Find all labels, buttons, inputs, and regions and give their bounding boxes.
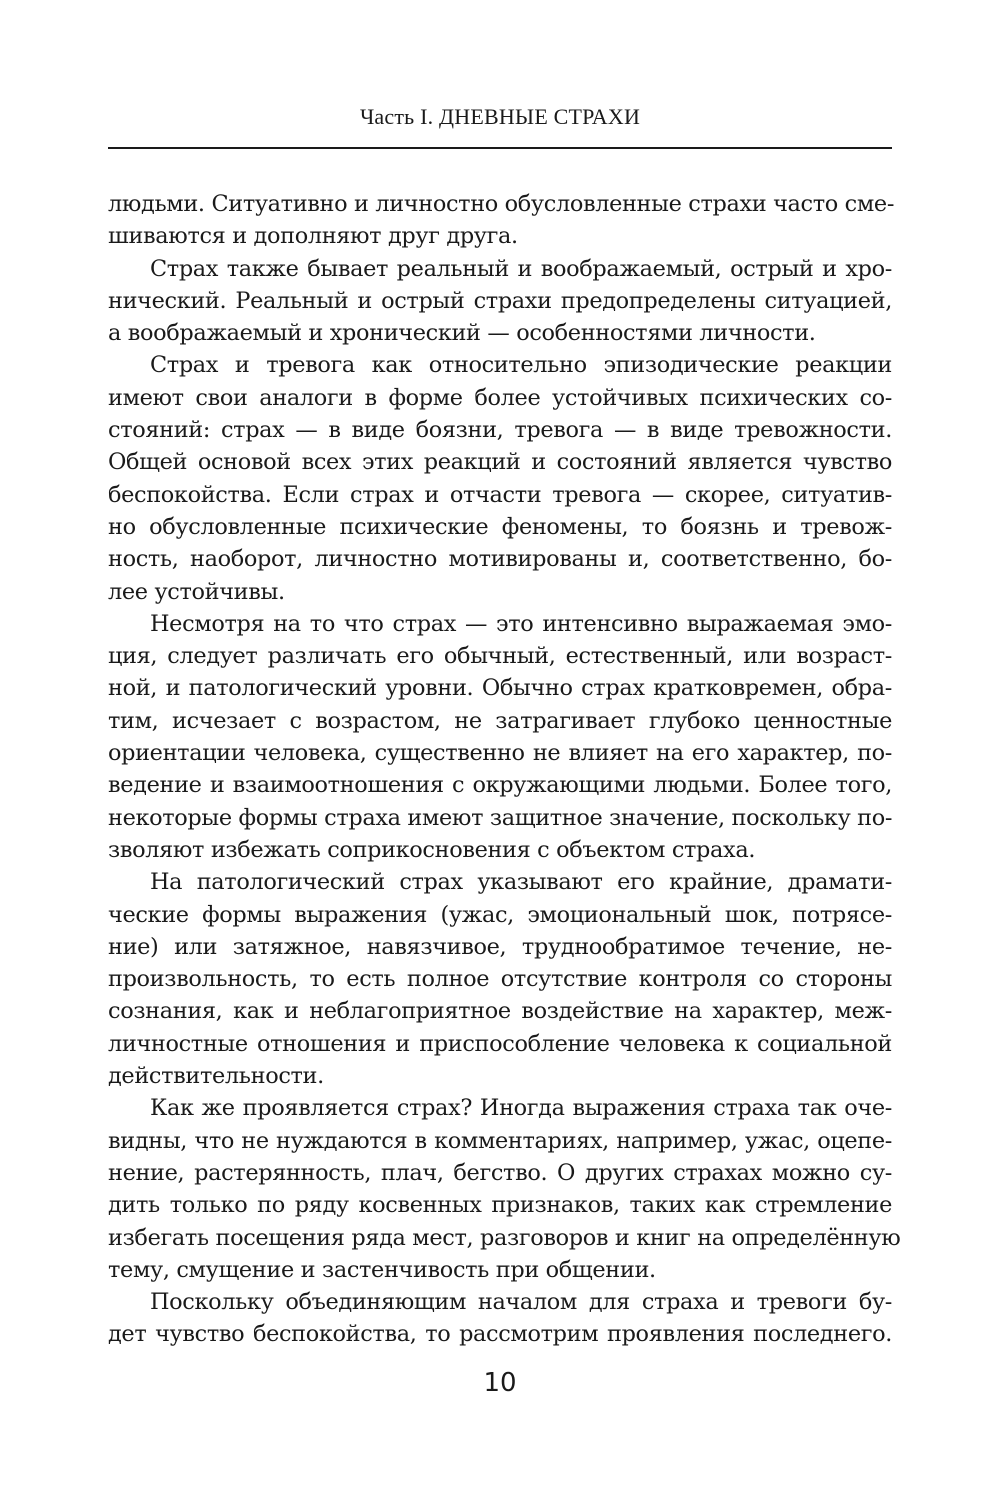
text-line: нический. Реальный и острый страхи предопределены ситуацией, — [108, 287, 892, 314]
text-line: имеют свои аналоги в форме более устойчивых психических со- — [108, 384, 892, 411]
text-line: зволяют избежать соприкосновения с объектом страха. — [108, 836, 756, 863]
text-line: Общей основой всех этих реакций и состояний является чувство — [108, 449, 892, 476]
page-number: 10 — [483, 1368, 517, 1398]
text-line: Поскольку объединяющим началом для страха и тревоги бу- — [150, 1289, 892, 1316]
text-line: тим, исчезает с возрастом, не затрагивает глубоко ценностные — [108, 707, 892, 734]
text-line: ция, следует различать его обычный, естественный, или возраст- — [108, 643, 892, 670]
text-line: а воображаемый и хронический — особенностями личности. — [108, 320, 816, 347]
text-line: лее устойчивы. — [108, 578, 285, 605]
text-line: произвольность, то есть полное отсутствие контроля со стороны — [108, 966, 892, 993]
text-line: ческие формы выражения (ужас, эмоциональный шок, потрясе- — [108, 901, 892, 928]
text-line: На патологический страх указывают его крайние, драмати- — [150, 869, 892, 896]
text-line: некоторые формы страха имеют защитное значение, поскольку по- — [108, 804, 893, 831]
text-line: людьми. Ситуативно и личностно обусловленные страхи часто сме- — [108, 191, 895, 217]
text-line: ориентации человека, существенно не влияет на его характер, по- — [108, 740, 892, 767]
text-line: Страх и тревога как относительно эпизодические реакции — [150, 352, 892, 379]
text-line: шиваются и дополняют друг друга. — [108, 223, 518, 250]
text-line: ность, наоборот, личностно мотивированы и, соответственно, бо- — [108, 546, 892, 573]
running-head: Часть I. ДНЕВНЫЕ СТРАХИ — [359, 104, 641, 129]
text-line: Как же проявляется страх? Иногда выражения страха так оче- — [150, 1095, 892, 1122]
text-line: избегать посещения ряда мест, разговоров и книг на определённую — [108, 1224, 901, 1251]
text-line: дет чувство беспокойства, то рассмотрим проявления последнего. — [108, 1321, 892, 1348]
text-line: нение, растерянность, плач, бегство. О других страхах можно су- — [108, 1159, 892, 1186]
text-line: Несмотря на то что страх — это интенсивно выражаемая эмо- — [150, 610, 892, 637]
text-line: тему, смущение и застенчивость при общении. — [108, 1256, 656, 1283]
text-line: видны, что не нуждаются в комментариях, например, ужас, оцепе- — [108, 1127, 892, 1154]
text-line: сознания, как и неблагоприятное воздействие на характер, меж- — [108, 998, 892, 1025]
text-line: но обусловленные психические феномены, то боязнь и тревож- — [108, 513, 892, 540]
text-line: действительности. — [108, 1063, 324, 1090]
text-line: ведение и взаимоотношения с окружающими людьми. Более того, — [108, 772, 892, 799]
text-line: дить только по ряду косвенных признаков, таких как стремление — [108, 1192, 892, 1219]
text-line: беспокойства. Если страх и отчасти тревога — скорее, ситуатив- — [108, 481, 892, 508]
text-line: Страх также бывает реальный и воображаемый, острый и хро- — [150, 255, 892, 282]
text-line: стояний: страх — в виде боязни, тревога — в виде тревожности. — [108, 417, 892, 444]
body-text — [108, 188, 901, 1351]
text-line: личностные отношения и приспособление человека к социальной — [108, 1030, 892, 1057]
text-line: ной, и патологический уровни. Обычно страх кратковремен, обра- — [108, 675, 892, 702]
header-rule — [108, 147, 892, 149]
text-line: ние) или затяжное, навязчивое, труднообратимое течение, не- — [108, 933, 892, 960]
